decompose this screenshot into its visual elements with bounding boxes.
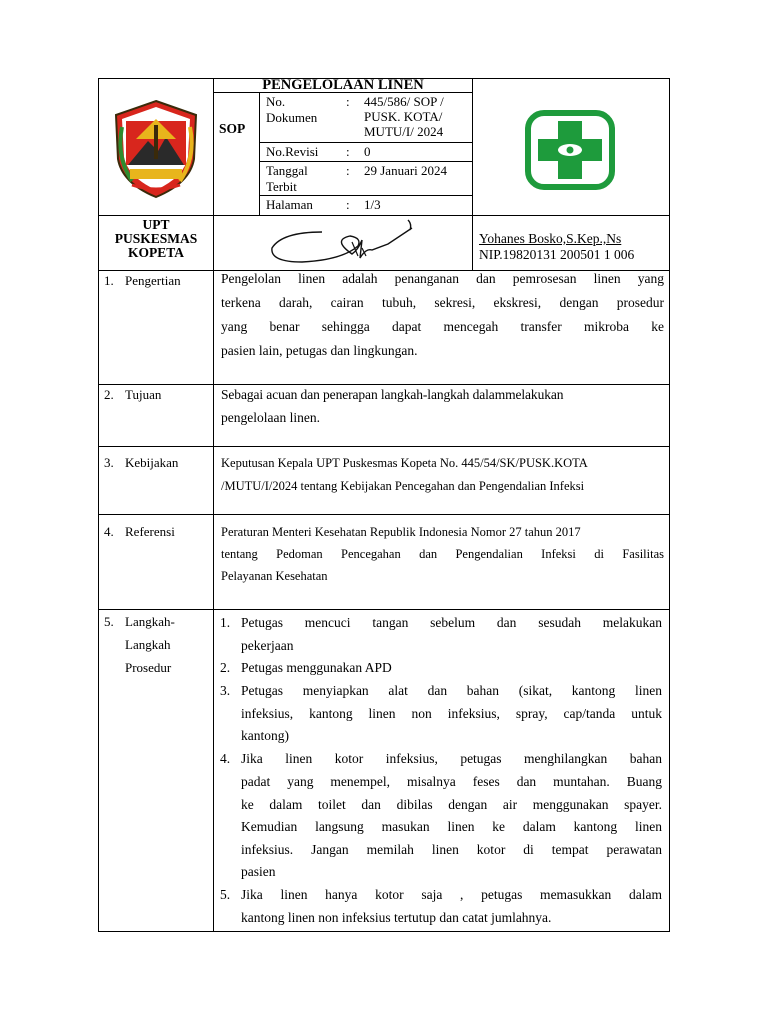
meta-sep: : [346,197,350,212]
section-label-kebijakan: Kebijakan [125,455,179,470]
institution-line-1: UPT [142,217,170,232]
section-number: 5. [104,614,114,629]
meta-sep: : [346,163,350,178]
kebijakan-line: /MUTU/I/2024 tentang Kebijakan Pencegahan dan Pengendalian Infeksi [221,479,585,493]
referensi-line: Pelayanan Kesehatan [221,569,328,583]
section-label-pengertian: Pengertian [125,273,181,288]
pengertian-line: Pengelolan linen adalah penanganan dan pemrosesan linen yang [221,271,664,286]
step-line: infeksius, kantong linen non infeksius, spray, cap/tanda untuk [241,706,662,721]
section-label-langkah: Prosedur [125,660,172,675]
referensi-line: Peraturan Menteri Kesehatan Republik Indonesia Nomor 27 tahun 2017 [221,525,581,539]
section-number: 3. [104,455,114,470]
step-line: Petugas menyiapkan alat dan bahan (sikat, kantong linen [241,683,662,698]
step-number: 1. [220,615,231,630]
step-line: ke dalam toilet dan dibilas dengan air menggunakan spayer. [241,797,662,812]
pengertian-line: pasien lain, petugas dan lingkungan. [221,343,418,358]
tujuan-line: pengelolaan linen. [221,410,320,425]
step-line: kantong) [241,728,289,743]
meta-value-no-dokumen-2: PUSK. KOTA/ [364,109,443,124]
step-line: Kemudian langsung masukan linen ke dalam kantong linen [241,819,662,834]
signature [262,218,422,268]
section-number: 4. [104,524,114,539]
institution-line-3: KOPETA [127,245,184,260]
meta-label-no-revisi: No.Revisi [266,144,319,159]
step-line: Jika linen hanya kotor saja , petugas memasukkan dalam [241,887,662,902]
section-number: 1. [104,273,114,288]
step-line: pasien [241,864,276,879]
meta-value-no-dokumen-1: 445/586/ SOP / [364,94,444,109]
section-number: 2. [104,387,114,402]
section-label-tujuan: Tujuan [125,387,162,402]
step-line: infeksius. Jangan memilah linen kotor di tempat perawatan [241,842,662,857]
section-label-langkah: Langkah [125,637,171,652]
meta-label-no-dokumen: No. Dokumen [266,94,318,125]
step-number: 4. [220,751,231,766]
meta-value-no-dokumen-3: MUTU/I/ 2024 [364,124,444,139]
meta-sep: : [346,94,350,109]
step-number: 2. [220,660,231,675]
section-label-langkah: Langkah- [125,614,175,629]
signer-nip: NIP.19820131 200501 1 006 [479,247,635,262]
step-line: pekerjaan [241,638,294,653]
step-line: Petugas mencuci tangan sebelum dan sesudah melakukan [241,615,662,630]
meta-value-no-revisi: 0 [364,144,371,159]
step-number: 3. [220,683,231,698]
kebijakan-line: Keputusan Kepala UPT Puskesmas Kopeta No. 445/54/SK/PUSK.KOTA [221,456,588,470]
sop-label: SOP [219,121,246,136]
meta-label-tanggal-terbit: Tanggal Terbit [266,163,308,194]
institution-line-2: PUSKESMAS [114,231,198,246]
referensi-line: tentang Pedoman Pencegahan dan Pengendalian Infeksi di Fasilitas [221,547,664,561]
step-line: Jika linen kotor infeksius, petugas menghilangkan bahan [241,751,662,766]
meta-label-halaman: Halaman [266,197,313,212]
meta-value-halaman: 1/3 [364,197,381,212]
step-number: 5. [220,887,231,902]
section-label-referensi: Referensi [125,524,175,539]
district-emblem-logo [110,97,202,199]
pengertian-line: yang benar sehingga dapat mencegah transfer mikroba ke [221,319,664,334]
meta-sep: : [346,144,350,159]
meta-value-tanggal-terbit: 29 Januari 2024 [364,163,448,178]
pengertian-line: terkena darah, cairan tubuh, sekresi, ekskresi, dengan prosedur [221,295,664,310]
step-line: kantong linen non infeksius tertutup dan catat jumlahnya. [241,910,552,925]
signer-name: Yohanes Bosko,S.Kep.,Ns [479,231,622,246]
step-line: padat yang menempel, misalnya feses dan muntahan. Buang [241,774,662,789]
tujuan-line: Sebagai acuan dan penerapan langkah-langkah dalammelakukan [221,387,564,402]
document-title: PENGELOLAAN LINEN [262,77,424,93]
step-line: Petugas menggunakan APD [241,660,392,675]
puskesmas-cross-logo [524,109,616,191]
